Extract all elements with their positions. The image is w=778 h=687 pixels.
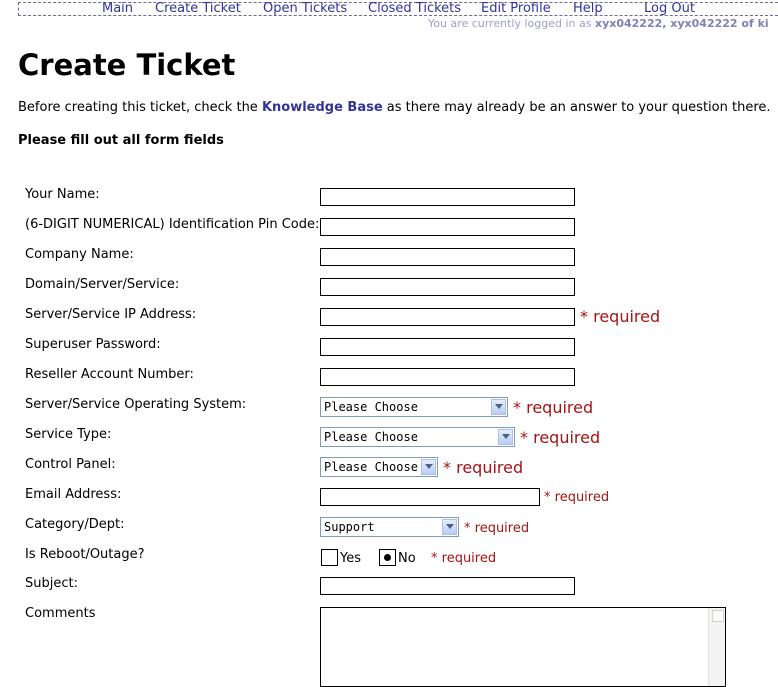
reboot-yes-label: Yes xyxy=(340,551,361,566)
service-type-label: Service Type: xyxy=(25,427,112,442)
intro-after: as there may already be an answer to your question there. xyxy=(382,100,771,115)
pin-code-label: (6-DIGIT NUMERICAL) Identification Pin Code: xyxy=(25,217,320,232)
your-name-label: Your Name: xyxy=(25,187,100,202)
company-name-input[interactable] xyxy=(320,248,575,266)
os-select-value: Please Choose xyxy=(324,400,418,414)
reseller-account-label: Reseller Account Number: xyxy=(25,367,194,382)
superuser-password-label: Superuser Password: xyxy=(25,337,161,352)
category-select[interactable] xyxy=(320,517,459,537)
nav-help-link[interactable]: Help xyxy=(573,1,603,16)
domain-label: Domain/Server/Service: xyxy=(25,277,180,292)
logged-in-suffix: of ki xyxy=(737,17,769,30)
reboot-required-note: * required xyxy=(431,551,497,566)
logged-in-user: xyx042222, xyx042222 xyxy=(594,17,738,30)
nav-create-ticket-link[interactable]: Create Ticket xyxy=(155,1,241,16)
chevron-down-icon[interactable] xyxy=(421,459,436,475)
comments-textarea[interactable] xyxy=(320,607,726,687)
ip-address-input[interactable] xyxy=(320,308,575,326)
category-select-value: Support xyxy=(324,520,375,534)
reseller-account-input[interactable] xyxy=(320,368,575,386)
pin-code-input[interactable] xyxy=(320,218,575,236)
reboot-no-radio[interactable] xyxy=(379,549,396,566)
category-required-note: * required xyxy=(464,521,530,536)
control-panel-select[interactable] xyxy=(320,457,438,477)
subject-label: Subject: xyxy=(25,576,78,591)
domain-input[interactable] xyxy=(320,278,575,296)
logged-in-prefix: You are currently logged in as xyxy=(428,17,595,30)
nav-closed-tickets-link[interactable]: Closed Tickets xyxy=(368,1,462,16)
email-required-note: * required xyxy=(544,490,610,505)
chevron-down-icon[interactable] xyxy=(498,429,513,445)
reboot-no-label: No xyxy=(398,551,416,566)
intro-before: Before creating this ticket, check the xyxy=(18,100,262,115)
page-title: Create Ticket xyxy=(18,48,236,82)
nav-main-link[interactable]: Main xyxy=(102,1,134,16)
top-navigation xyxy=(18,2,778,16)
service-type-select-value: Please Choose xyxy=(324,430,418,444)
reboot-yes-radio[interactable] xyxy=(321,549,338,566)
service-type-required-note: * required xyxy=(520,428,601,447)
reboot-label: Is Reboot/Outage? xyxy=(25,547,145,562)
email-label: Email Address: xyxy=(25,487,122,502)
ip-address-label: Server/Service IP Address: xyxy=(25,307,197,322)
control-panel-required-note: * required xyxy=(443,458,524,477)
subject-input[interactable] xyxy=(320,577,575,595)
chevron-down-icon[interactable] xyxy=(491,399,506,415)
logged-in-status xyxy=(428,17,769,30)
control-panel-select-value: Please Choose xyxy=(324,460,418,474)
service-type-select[interactable] xyxy=(320,427,515,447)
scrollbar[interactable] xyxy=(708,608,725,686)
superuser-password-input[interactable] xyxy=(320,338,575,356)
control-panel-label: Control Panel: xyxy=(25,457,116,472)
os-select[interactable] xyxy=(320,397,508,417)
knowledge-base-link[interactable]: Knowledge Base xyxy=(261,100,383,115)
email-input[interactable] xyxy=(320,488,540,506)
nav-log-out-link[interactable]: Log Out xyxy=(644,1,695,16)
comments-label: Comments xyxy=(25,606,96,621)
your-name-input[interactable] xyxy=(320,188,575,206)
company-name-label: Company Name: xyxy=(25,247,134,262)
os-required-note: * required xyxy=(513,398,594,417)
nav-open-tickets-link[interactable]: Open Tickets xyxy=(263,1,348,16)
ip-required-note: * required xyxy=(580,307,661,326)
category-label: Category/Dept: xyxy=(25,517,125,532)
os-label: Server/Service Operating System: xyxy=(25,397,247,412)
nav-edit-profile-link[interactable]: Edit Profile xyxy=(481,1,551,16)
chevron-down-icon[interactable] xyxy=(442,519,457,535)
intro-text xyxy=(18,100,771,115)
fill-notice: Please fill out all form fields xyxy=(18,133,224,148)
